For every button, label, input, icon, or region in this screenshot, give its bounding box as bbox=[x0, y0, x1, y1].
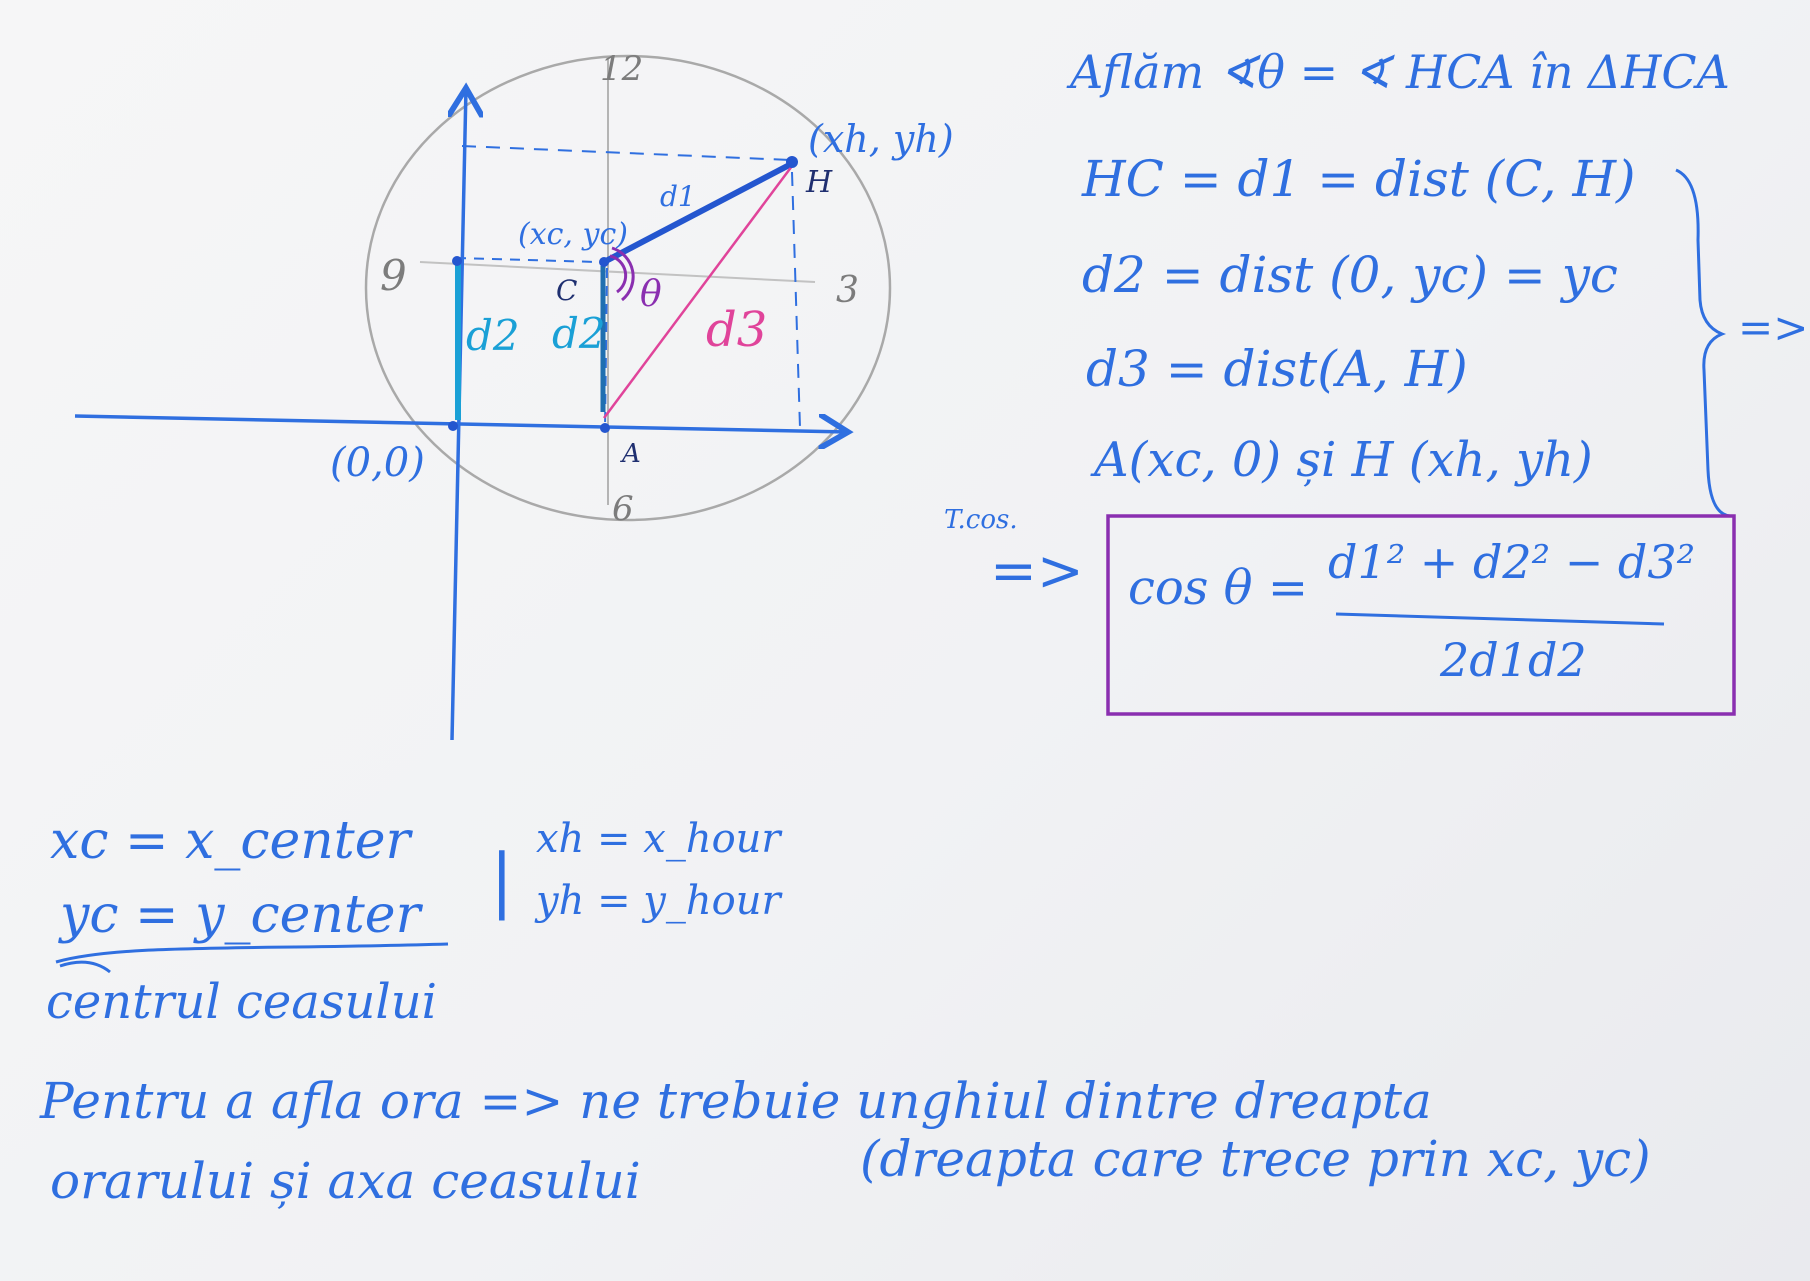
x-axis bbox=[75, 416, 848, 432]
clock-label-9: 9 bbox=[380, 251, 407, 300]
label-d2-left: d2 bbox=[466, 311, 520, 360]
dashed-center-left bbox=[456, 258, 598, 262]
point-origin bbox=[448, 421, 458, 431]
legend-center-note: centrul ceasului bbox=[46, 974, 438, 1030]
legend-separator: | bbox=[490, 839, 514, 921]
label-theta: θ bbox=[640, 274, 662, 315]
fraction-bar bbox=[1336, 614, 1664, 624]
theta-arc-inner bbox=[610, 256, 626, 292]
point-a bbox=[600, 423, 610, 433]
label-a: A bbox=[622, 439, 641, 469]
label-d2-center: d2 bbox=[552, 309, 606, 358]
tcos-label: T.cos. bbox=[944, 505, 1018, 535]
footer-line-2: (dreapta care trece prin xc, yc) bbox=[860, 1130, 1651, 1188]
label-h: H bbox=[806, 165, 833, 200]
implies-arrow: => bbox=[1738, 303, 1809, 352]
legend-xh: xh = x_hour bbox=[536, 816, 781, 862]
point-nine bbox=[452, 256, 462, 266]
legend-underline bbox=[56, 944, 448, 962]
legend-underbrace bbox=[60, 962, 110, 972]
point-h bbox=[786, 156, 798, 168]
footer-block bbox=[39, 1072, 1651, 1210]
equation-line-3: d3 = dist(A, H) bbox=[1086, 340, 1468, 398]
label-point-center: (xc, yc) bbox=[518, 217, 628, 252]
footer-line-3: orarului și axa ceasului bbox=[50, 1152, 641, 1210]
clock-label-6: 6 bbox=[612, 489, 634, 529]
point-c bbox=[599, 257, 609, 267]
label-d3: d3 bbox=[706, 302, 768, 358]
equation-line-4: A(xc, 0) și H (xh, yh) bbox=[1094, 432, 1593, 488]
clock-label-3: 3 bbox=[836, 270, 859, 311]
dashed-top bbox=[462, 146, 790, 160]
legend-yh: yh = y_hour bbox=[536, 878, 781, 924]
footer-line-1: Pentru a afla ora => ne trebuie unghiul dintre dreapta bbox=[40, 1072, 1432, 1130]
equation-title: Aflăm ∢θ = ∢ HCA în ΔHCA bbox=[1070, 45, 1730, 99]
formula-left: cos θ = bbox=[1128, 560, 1309, 616]
d1-segment bbox=[604, 162, 795, 262]
label-origin: (0,0) bbox=[330, 440, 425, 486]
label-c: C bbox=[556, 274, 578, 307]
clock-label-12: 12 bbox=[600, 49, 644, 89]
legend-xc: xc = x_center bbox=[50, 811, 411, 871]
formula-denominator: 2d1d2 bbox=[1440, 633, 1587, 687]
right-brace bbox=[1676, 170, 1730, 516]
d3-segment bbox=[604, 166, 792, 418]
clock-diagram bbox=[75, 49, 954, 740]
tcos-arrow: => bbox=[990, 539, 1084, 604]
equations-block bbox=[944, 45, 1808, 714]
equation-line-2: d2 = dist (0, yc) = yc bbox=[1082, 246, 1618, 304]
legend-block bbox=[46, 811, 784, 1030]
formula-numerator: d1² + d2² − d3² bbox=[1328, 535, 1696, 589]
equation-line-1: HC = d1 = dist (C, H) bbox=[1082, 150, 1636, 208]
clock-horizontal-axis bbox=[420, 262, 815, 282]
label-point-hour: (xh, yh) bbox=[808, 117, 954, 161]
legend-yc: yc = y_center bbox=[60, 885, 421, 945]
dashed-right bbox=[792, 172, 800, 428]
label-d1: d1 bbox=[660, 180, 696, 213]
